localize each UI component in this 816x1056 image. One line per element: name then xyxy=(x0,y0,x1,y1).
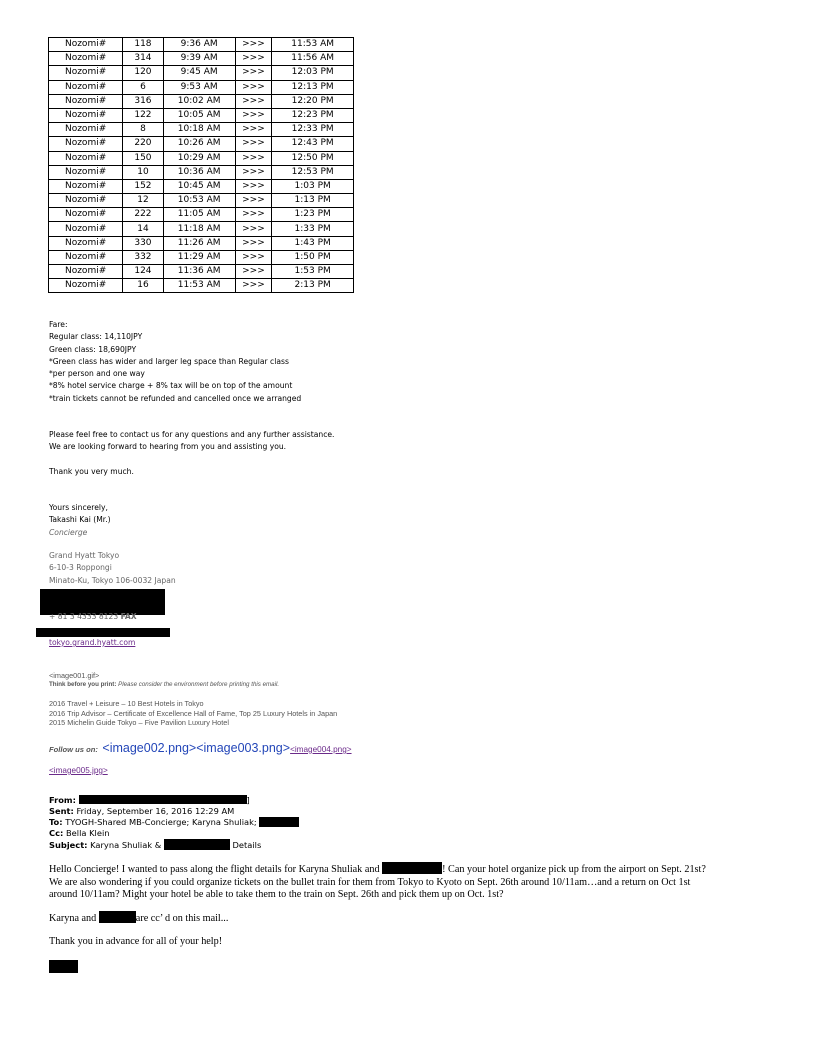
subject-post: Details xyxy=(232,840,262,850)
train-number-cell: 332 xyxy=(123,250,163,264)
arrow-cell: >>> xyxy=(235,52,272,66)
schedule-row xyxy=(49,194,354,208)
train-schedule-table xyxy=(48,37,354,293)
fare-line: *Green class has wider and larger leg space than Regular class xyxy=(49,356,289,366)
valediction: Yours sincerely, xyxy=(49,503,108,512)
think-label: Think before you print: xyxy=(49,681,117,688)
from-tail: ] xyxy=(246,795,250,805)
image004-link[interactable]: <image004.png> xyxy=(290,745,352,754)
arrival-time-cell: 12:50 PM xyxy=(272,151,354,165)
think-text: Please consider the environment before printing this email. xyxy=(118,681,280,688)
fax-number: + 81 3 4333 8123 xyxy=(49,612,119,621)
fare-line: Regular class: 14,110JPY xyxy=(49,332,143,342)
train-number-cell: 10 xyxy=(123,165,163,179)
body-text: ! Can your hotel organize pick up from the airport on Sept. 21st? xyxy=(442,864,706,875)
train-name-cell: Nozomi# xyxy=(49,151,123,165)
departure-time-cell: 11:26 AM xyxy=(163,236,235,250)
arrival-time-cell: 12:20 PM xyxy=(272,94,354,108)
closing-line: We are looking forward to hearing from you and assisting you. xyxy=(49,442,287,452)
award-item: 2016 Trip Advisor – Certificate of Excellence Hall of Fame, Top 25 Luxury Hotels in Japan xyxy=(49,708,338,718)
departure-time-cell: 9:36 AM xyxy=(163,38,235,52)
departure-time-cell: 10:05 AM xyxy=(163,108,235,122)
schedule-row xyxy=(49,108,354,122)
schedule-row xyxy=(49,94,354,108)
departure-time-cell: 11:53 AM xyxy=(163,279,235,293)
body-text: are cc’ d on this mail... xyxy=(135,913,229,924)
image001-placeholder: <image001.gif> xyxy=(49,671,100,680)
train-number-cell: 220 xyxy=(123,137,163,151)
email-body-cc-line xyxy=(49,911,228,926)
arrival-time-cell: 11:53 AM xyxy=(272,38,354,52)
arrival-time-cell: 12:33 PM xyxy=(272,123,354,137)
redaction-block xyxy=(49,960,78,973)
train-number-cell: 122 xyxy=(123,108,163,122)
fare-line: *8% hotel service charge + 8% tax will be on top of the amount xyxy=(49,381,293,391)
train-number-cell: 150 xyxy=(123,151,163,165)
schedule-row xyxy=(49,208,354,222)
train-number-cell: 222 xyxy=(123,208,163,222)
redaction-block xyxy=(259,817,299,827)
arrival-time-cell: 12:43 PM xyxy=(272,137,354,151)
train-name-cell: Nozomi# xyxy=(49,179,123,193)
arrival-time-cell: 1:43 PM xyxy=(272,236,354,250)
departure-time-cell: 11:36 AM xyxy=(163,265,235,279)
departure-time-cell: 9:39 AM xyxy=(163,52,235,66)
arrival-time-cell: 1:23 PM xyxy=(272,208,354,222)
arrow-cell: >>> xyxy=(235,236,272,250)
fare-line: *train tickets cannot be refunded and cancelled once we arranged xyxy=(49,393,302,403)
hotel-address xyxy=(49,550,176,587)
departure-time-cell: 10:26 AM xyxy=(163,137,235,151)
train-number-cell: 8 xyxy=(123,123,163,137)
departure-time-cell: 11:05 AM xyxy=(163,208,235,222)
arrival-time-cell: 11:56 AM xyxy=(272,52,354,66)
signer-name: Takashi Kai (Mr.) xyxy=(49,515,111,525)
train-name-cell: Nozomi# xyxy=(49,165,123,179)
departure-time-cell: 9:45 AM xyxy=(163,66,235,80)
schedule-row xyxy=(49,265,354,279)
fare-heading: Fare: xyxy=(49,320,68,329)
fare-line: *per person and one way xyxy=(49,369,145,379)
train-number-cell: 124 xyxy=(123,265,163,279)
schedule-row xyxy=(49,38,354,52)
redaction-block xyxy=(382,862,442,874)
to-row xyxy=(49,817,299,828)
sent-label: Sent: xyxy=(49,806,74,816)
train-number-cell: 314 xyxy=(123,52,163,66)
image002-link[interactable]: <image002.png> xyxy=(102,741,197,755)
departure-time-cell: 10:18 AM xyxy=(163,123,235,137)
train-number-cell: 120 xyxy=(123,66,163,80)
train-number-cell: 330 xyxy=(123,236,163,250)
sent-row xyxy=(49,806,299,817)
awards-list xyxy=(49,699,337,728)
arrow-cell: >>> xyxy=(235,108,272,122)
train-name-cell: Nozomi# xyxy=(49,222,123,236)
hotel-name: Grand Hyatt Tokyo xyxy=(49,551,120,560)
departure-time-cell: 10:36 AM xyxy=(163,165,235,179)
train-number-cell: 152 xyxy=(123,179,163,193)
arrow-cell: >>> xyxy=(235,179,272,193)
train-name-cell: Nozomi# xyxy=(49,250,123,264)
schedule-row xyxy=(49,250,354,264)
body-line xyxy=(49,862,769,877)
redaction-block xyxy=(36,628,170,637)
fax-line xyxy=(49,611,137,623)
signature-block xyxy=(49,502,111,539)
arrow-cell: >>> xyxy=(235,94,272,108)
hotel-city: Minato-Ku, Tokyo 106-0032 Japan xyxy=(49,575,176,585)
departure-time-cell: 10:02 AM xyxy=(163,94,235,108)
sent-value: Friday, September 16, 2016 12:29 AM xyxy=(76,806,235,816)
arrow-cell: >>> xyxy=(235,208,272,222)
schedule-row xyxy=(49,123,354,137)
schedule-row xyxy=(49,80,354,94)
email-body-thanks: Thank you in advance for all of your help! xyxy=(49,936,223,947)
train-name-cell: Nozomi# xyxy=(49,80,123,94)
departure-time-cell: 11:29 AM xyxy=(163,250,235,264)
train-name-cell: Nozomi# xyxy=(49,208,123,222)
train-name-cell: Nozomi# xyxy=(49,123,123,137)
body-text: Hello Concierge! I wanted to pass along the flight details for Karyna Shuliak and xyxy=(49,864,380,875)
train-number-cell: 118 xyxy=(123,38,163,52)
arrival-time-cell: 12:03 PM xyxy=(272,66,354,80)
fare-line: Green class: 18,690JPY xyxy=(49,344,137,354)
arrow-cell: >>> xyxy=(235,265,272,279)
redaction-block xyxy=(79,795,247,804)
image005-link[interactable]: <image005.jpg> xyxy=(49,766,108,775)
arrow-cell: >>> xyxy=(235,66,272,80)
arrival-time-cell: 12:53 PM xyxy=(272,165,354,179)
from-label: From: xyxy=(49,795,76,805)
award-item: 2016 Travel + Leisure – 10 Best Hotels in Tokyo xyxy=(49,699,204,708)
schedule-row xyxy=(49,165,354,179)
departure-time-cell: 10:53 AM xyxy=(163,194,235,208)
train-name-cell: Nozomi# xyxy=(49,38,123,52)
body-line: We are also wondering if you could organize tickets on the bullet train for them from Tokyo to Kyoto on Sept. 26th around 10/11am…and a return on Oct 1st xyxy=(49,876,691,888)
cc-label: Cc: xyxy=(49,828,64,838)
redaction-block xyxy=(99,911,136,923)
arrival-time-cell: 12:13 PM xyxy=(272,80,354,94)
closing-paragraph xyxy=(49,429,334,454)
arrow-cell: >>> xyxy=(235,279,272,293)
train-name-cell: Nozomi# xyxy=(49,94,123,108)
train-name-cell: Nozomi# xyxy=(49,66,123,80)
train-number-cell: 16 xyxy=(123,279,163,293)
from-row xyxy=(49,795,299,806)
arrow-cell: >>> xyxy=(235,222,272,236)
train-name-cell: Nozomi# xyxy=(49,265,123,279)
train-number-cell: 12 xyxy=(123,194,163,208)
email-body-paragraph xyxy=(49,862,769,902)
subject-pre: Karyna Shuliak & xyxy=(90,840,162,850)
train-name-cell: Nozomi# xyxy=(49,52,123,66)
email-header xyxy=(49,795,299,851)
train-name-cell: Nozomi# xyxy=(49,279,123,293)
think-before-print xyxy=(49,680,279,690)
train-number-cell: 316 xyxy=(123,94,163,108)
signer-title: Concierge xyxy=(49,527,88,537)
train-number-cell: 6 xyxy=(123,80,163,94)
arrow-cell: >>> xyxy=(235,137,272,151)
departure-time-cell: 9:53 AM xyxy=(163,80,235,94)
follow-label: Follow us on: xyxy=(49,745,98,754)
train-name-cell: Nozomi# xyxy=(49,137,123,151)
schedule-row xyxy=(49,236,354,250)
subject-row xyxy=(49,839,299,851)
redaction-block xyxy=(164,839,230,850)
train-name-cell: Nozomi# xyxy=(49,108,123,122)
schedule-row xyxy=(49,52,354,66)
departure-time-cell: 11:18 AM xyxy=(163,222,235,236)
departure-time-cell: 10:45 AM xyxy=(163,179,235,193)
arrow-cell: >>> xyxy=(235,123,272,137)
body-line: around 10/11am? Might your hotel be able to take them to the train on Sept. 26th and pick them up on Oct. 1st? xyxy=(49,889,504,901)
schedule-row xyxy=(49,66,354,80)
fare-section xyxy=(49,319,301,405)
thanks-line: Thank you very much. xyxy=(49,467,134,476)
arrow-cell: >>> xyxy=(235,38,272,52)
hotel-street: 6-10-3 Roppongi xyxy=(49,563,112,573)
train-name-cell: Nozomi# xyxy=(49,236,123,250)
schedule-row xyxy=(49,151,354,165)
schedule-row xyxy=(49,137,354,151)
train-name-cell: Nozomi# xyxy=(49,194,123,208)
arrival-time-cell: 12:23 PM xyxy=(272,108,354,122)
arrival-time-cell: 1:33 PM xyxy=(272,222,354,236)
departure-time-cell: 10:29 AM xyxy=(163,151,235,165)
arrow-cell: >>> xyxy=(235,194,272,208)
arrival-time-cell: 1:13 PM xyxy=(272,194,354,208)
to-label: To: xyxy=(49,817,63,827)
arrival-time-cell: 1:50 PM xyxy=(272,250,354,264)
schedule-row xyxy=(49,222,354,236)
arrival-time-cell: 1:03 PM xyxy=(272,179,354,193)
website-link[interactable]: tokyo.grand.hyatt.com xyxy=(49,638,136,647)
arrow-cell: >>> xyxy=(235,80,272,94)
train-number-cell: 14 xyxy=(123,222,163,236)
subject-label: Subject: xyxy=(49,840,88,850)
closing-line: Please feel free to contact us for any questions and any further assistance. xyxy=(49,430,335,439)
schedule-row xyxy=(49,279,354,293)
fax-label: FAX xyxy=(120,612,137,621)
arrow-cell: >>> xyxy=(235,250,272,264)
image003-link[interactable]: <image003.png> xyxy=(196,741,291,755)
cc-row xyxy=(49,828,299,839)
arrival-time-cell: 1:53 PM xyxy=(272,265,354,279)
follow-us-line xyxy=(49,739,352,757)
arrival-time-cell: 2:13 PM xyxy=(272,279,354,293)
to-value: TYOGH-Shared MB-Concierge; Karyna Shuliak; xyxy=(65,817,257,827)
award-item: 2015 Michelin Guide Tokyo – Five Pavilion Luxury Hotel xyxy=(49,718,229,727)
cc-value: Bella Klein xyxy=(65,828,110,838)
arrow-cell: >>> xyxy=(235,151,272,165)
arrow-cell: >>> xyxy=(235,165,272,179)
body-text: Karyna and xyxy=(49,913,97,924)
schedule-row xyxy=(49,179,354,193)
